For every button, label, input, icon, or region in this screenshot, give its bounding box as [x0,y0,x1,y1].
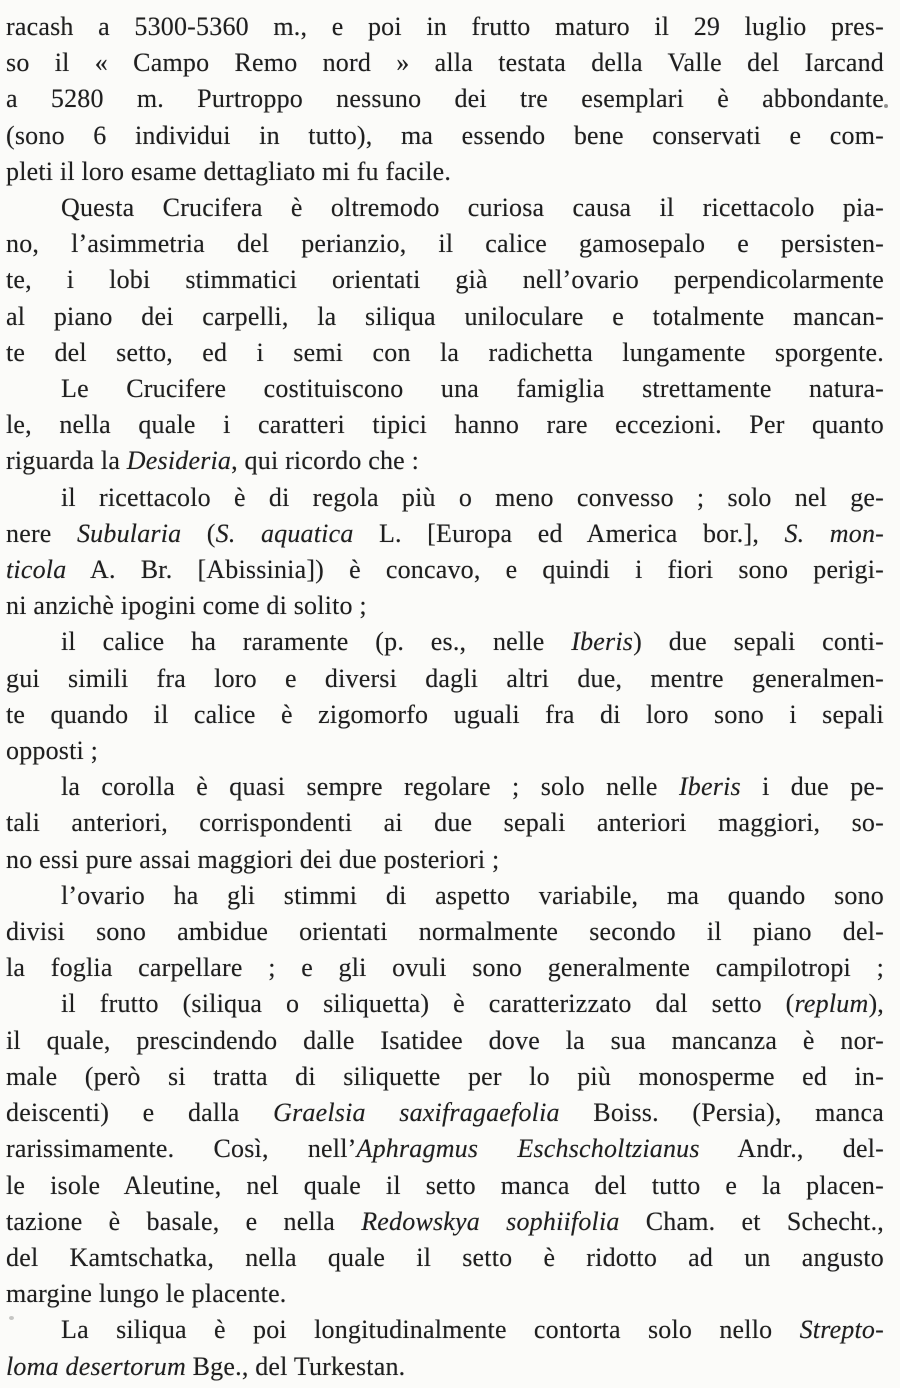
text-line [6,118,884,154]
text-line [6,443,884,479]
text-run: Le Crucifere costituiscono una famiglia strettamente natura- [61,374,884,404]
text-line [6,1276,884,1312]
text-line [6,1204,884,1240]
italic-text-run: replum [794,989,869,1019]
text-run: riguarda la [6,446,127,476]
italic-text-run: Strepto- [799,1315,884,1345]
text-line [6,1312,884,1348]
text-run: no essi pure assai maggiori dei due posteriori ; [6,844,500,874]
text-run: il quale, prescindendo dalle Isatidee dove la sua mancanza è nor- [6,1025,884,1055]
text-run: Boiss. (Persia), manca [559,1098,884,1128]
text-run: Questa Crucifera è oltremodo curiosa causa il ricettacolo pia- [61,193,884,223]
text-run: l’ovario ha gli stimmi di aspetto variabile, ma quando sono [61,880,884,910]
text-run: ) due sepali conti- [633,627,884,657]
text-run: te del setto, ed i semi con la radichetta lungamente sporgente. [6,337,884,367]
italic-text-run: S. aquatica [215,518,354,548]
text-run: racash a 5300-5360 m., e poi in frutto maturo il 29 luglio pres- [6,12,884,41]
text-run: deiscenti) e dalla [6,1098,274,1128]
text-run: la corolla è quasi sempre regolare ; solo nelle [61,772,679,802]
text-line [6,842,884,878]
text-run: A. Br. [Abissinia]) è concavo, e quindi i fiori sono perigi- [66,555,884,585]
text-run: divisi sono ambidue orientati normalmente secondo il piano del- [6,917,884,947]
text-run: le, nella quale i caratteri tipici hanno rare eccezioni. Per quanto [6,410,884,440]
text-line [6,1168,884,1204]
text-run: tazione è basale, e nella [6,1206,362,1236]
text-run: (sono 6 individui in tutto), ma essendo bene conservati e com- [6,120,884,150]
text-run: il frutto (siliqua o siliquetta) è caratterizzato dal setto ( [61,989,795,1019]
text-line [6,9,884,45]
italic-text-run: Desideria [126,446,232,476]
italic-text-run: Iberis [571,627,634,657]
text-run: ( [181,518,216,548]
text-line [6,1059,884,1095]
italic-text-run: S. mon- [784,518,885,548]
text-line [6,1095,884,1131]
text-line [6,335,884,371]
italic-text-run: ticola [6,555,67,585]
text-line [6,697,884,733]
text-line [6,407,884,443]
text-run: gui simili fra loro e diversi dagli altri due, mentre generalmen- [6,663,884,693]
text-run: a 5280 m. Purtroppo nessuno dei tre esemplari è abbondante [6,84,884,114]
text-run: ni anzichè ipogini come di solito ; [6,591,367,621]
text-run: rarissimamente. Così, nell’ [6,1134,357,1164]
text-run: tali anteriori, corrispondenti ai due sepali anteriori maggiori, so- [6,808,884,838]
text-line [6,226,884,262]
text-line [6,1240,884,1276]
text-run: nere [6,518,77,548]
italic-text-run: Graelsia saxifragaefolia [273,1098,560,1128]
text-line [6,190,884,226]
text-run: Bge., del Turkestan. [185,1351,406,1381]
scan-speck [9,1316,14,1320]
text-line [6,371,884,407]
text-line [6,1023,884,1059]
text-line [6,45,884,81]
text-run: pleti il loro esame dettagliato mi fu facile. [6,156,452,186]
text-run: del Kamtschatka, nella quale il setto è ridotto ad un angusto [6,1242,884,1272]
text-line [6,986,884,1022]
text-run: ), [868,989,884,1019]
body-text-block [6,9,884,1385]
text-line [6,805,884,841]
text-run: te quando il calice è zigomorfo uguali fra di loro sono i sepali [6,699,884,729]
text-line [6,661,884,697]
italic-text-run: Aphragmus Eschscholtzianus [356,1134,700,1164]
text-line [6,588,884,624]
text-line [6,1349,884,1385]
text-line [6,516,884,552]
text-line [6,914,884,950]
text-run: opposti ; [6,736,99,766]
text-line [6,262,884,298]
text-line [6,624,884,660]
text-line [6,154,884,190]
text-run: te, i lobi stimmatici orientati già nell’ovario perpendicolarmente [6,265,884,295]
italic-text-run: Iberis [678,772,741,802]
text-run: no, l’asimmetria del perianzio, il calice gamosepalo e persisten- [6,229,884,259]
scan-speck [884,104,888,108]
text-line [6,480,884,516]
text-run: la foglia carpellare ; e gli ovuli sono generalmente campilotropi ; [6,953,884,983]
text-run: male (però si tratta di siliquette per lo più monosperme ed in- [6,1061,884,1091]
text-run: La siliqua è poi longitudinalmente contorta solo nello [61,1315,800,1345]
text-run: so il « Campo Remo nord » alla testata della Valle del Iarcand [6,48,884,78]
text-run: i due pe- [740,772,884,802]
text-line [6,81,884,117]
text-run: il calice ha raramente (p. es., nelle [61,627,572,657]
text-line [6,769,884,805]
text-line [6,299,884,335]
text-run: Cham. et Schecht., [619,1206,884,1236]
italic-text-run: loma desertorum [6,1351,186,1381]
text-run: margine lungo le placente. [6,1279,287,1309]
text-run: al piano dei carpelli, la siliqua uniloculare e totalmente mancan- [6,301,884,331]
text-run: Andr., del- [699,1134,884,1164]
text-run: il ricettacolo è di regola più o meno convesso ; solo nel ge- [61,482,884,512]
text-run: , qui ricordo che : [231,446,420,476]
text-line [6,733,884,769]
italic-text-run: Redowskya sophiifolia [361,1206,620,1236]
italic-text-run: Subularia [76,518,182,548]
text-line [6,950,884,986]
text-line [6,878,884,914]
text-line [6,552,884,588]
text-run: L. [Europa ed America bor.], [353,518,785,548]
text-run: le isole Aleutine, nel quale il setto manca del tutto e la placen- [6,1170,884,1200]
text-line [6,1131,884,1167]
